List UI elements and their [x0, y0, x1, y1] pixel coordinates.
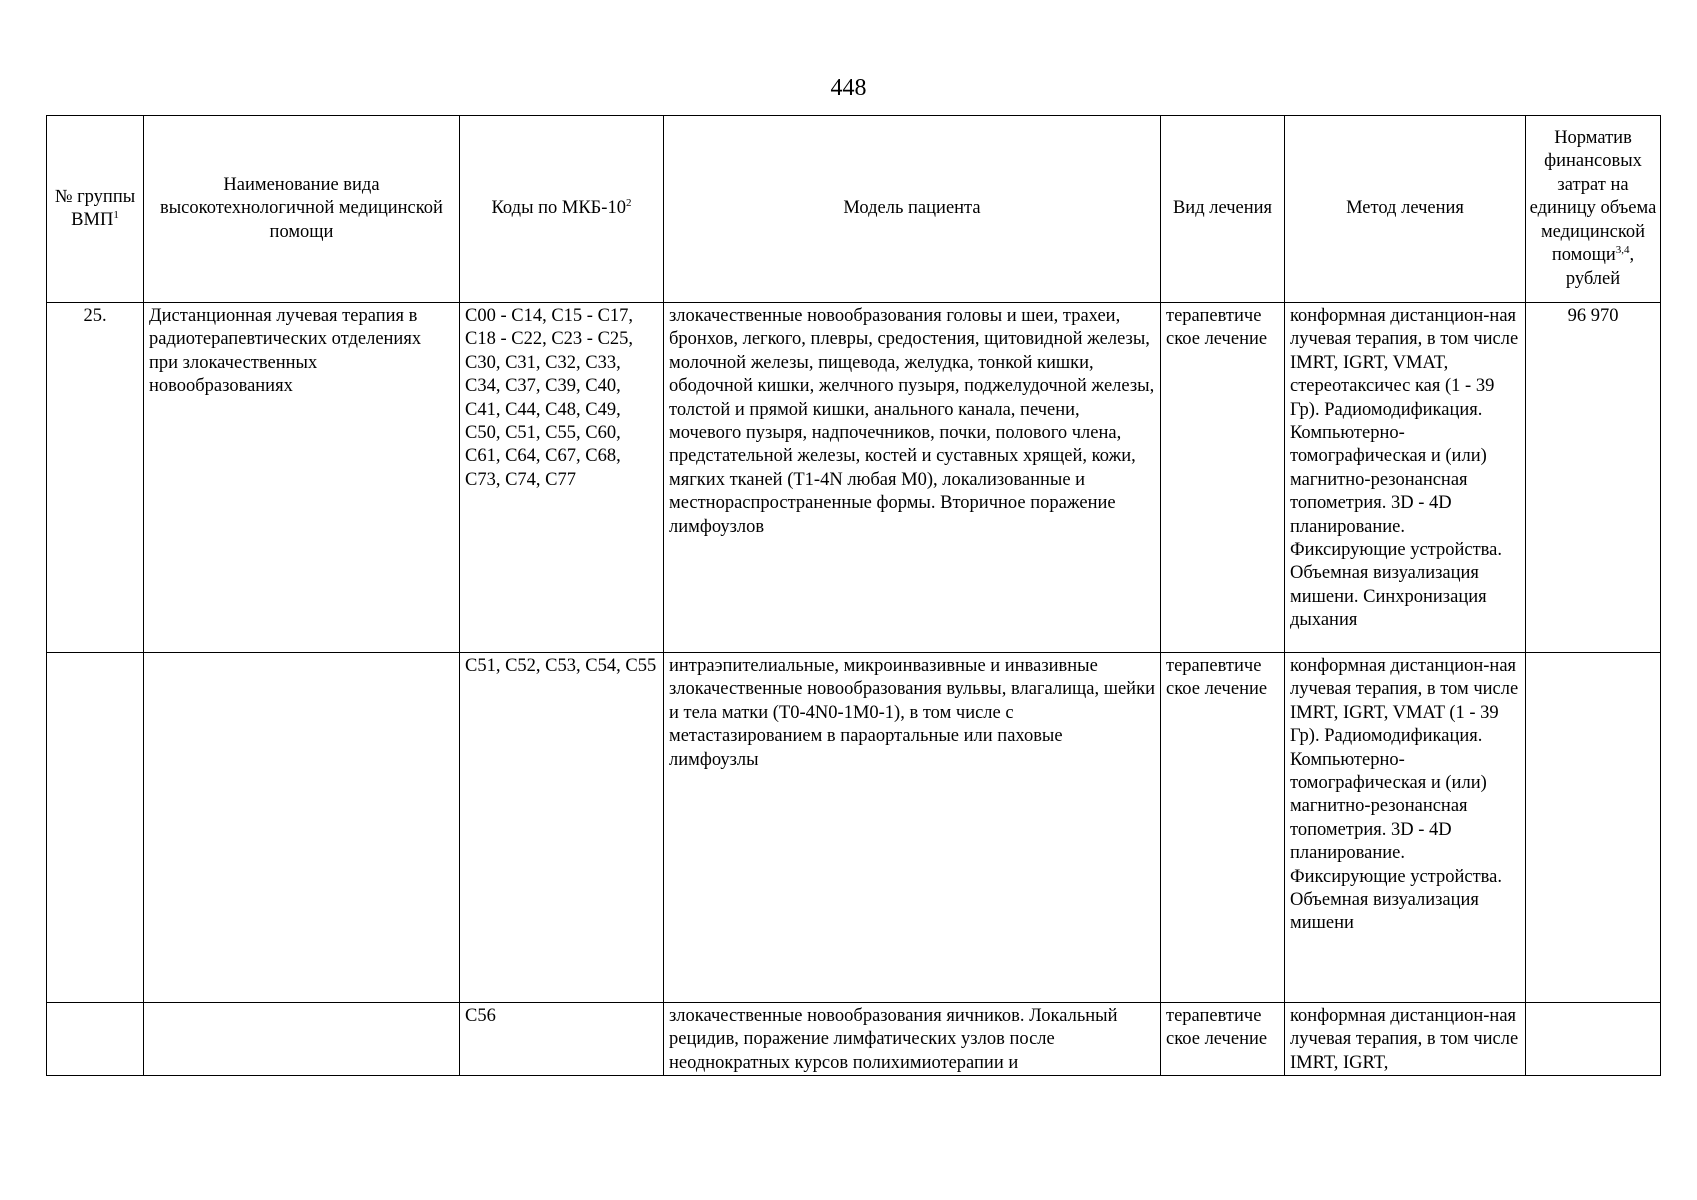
page-number: 448 [830, 75, 867, 101]
cell-name [144, 1003, 460, 1076]
header-cost: Норматив финансовых затрат на единицу объема медицинской помощи$^{3,4}$, рублей [1526, 116, 1661, 303]
cell-cost: 96 970 [1526, 303, 1661, 653]
cell-group: 25. [47, 303, 144, 653]
cell-model: злокачественные новообразования яичников. Локальный рецидив, поражение лимфатических узлов после неоднократных курсов полихимиотерапии и [664, 1003, 1161, 1076]
table-row [47, 1003, 1661, 1076]
cell-cost [1526, 1003, 1661, 1076]
header-codes: Коды по МКБ-$10^2$ [460, 116, 664, 303]
cell-method: конформная дистанцион-ная лучевая терапия, в том числе IMRT, IGRT, [1285, 1003, 1526, 1076]
header-treatment-type: Вид лечения [1161, 116, 1285, 303]
cell-treatment-type: терапевтиче ское лечение [1161, 303, 1285, 653]
table-row [47, 653, 1661, 1003]
header-name: Наименование вида высокотехнологичной медицинской помощи [144, 116, 460, 303]
cell-method: конформная дистанцион-ная лучевая терапия, в том числе IMRT, IGRT, VMAT, стереотаксичес кая (1 - 39 Гр). Радиомодификация. Компьютерно-томографическая и (или) магнитно-резонансная топометрия. 3D - 4D планирование. Фиксирующие устройства. Объемная визуализация мишени. Синхронизация дыхания [1285, 303, 1526, 653]
cell-name: Дистанционная лучевая терапия в радиотерапевтических отделениях при злокачественных новообразованиях [144, 303, 460, 653]
cell-cost [1526, 653, 1661, 1003]
header-model: Модель пациента [664, 116, 1161, 303]
cell-treatment-type: терапевтиче ское лечение [1161, 653, 1285, 1003]
header-group: № группы ВМП$^1$ [47, 116, 144, 303]
cell-model: интраэпителиальные, микроинвазивные и инвазивные злокачественные новообразования вульвы, влагалища, шейки и тела матки (T0-4N0-1M0-1), в том числе с метастазированием в параортальные или паховые лимфоузлы [664, 653, 1161, 1003]
cell-codes: C56 [460, 1003, 664, 1076]
cell-treatment-type: терапевтиче ское лечение [1161, 1003, 1285, 1076]
cell-name [144, 653, 460, 1003]
cell-method: конформная дистанцион-ная лучевая терапия, в том числе IMRT, IGRT, VMAT (1 - 39 Гр). Радиомодификация. Компьютерно-томографическая и (или) магнитно-резонансная топометрия. 3D - 4D планирование. Фиксирующие устройства. Объемная визуализация мишени [1285, 653, 1526, 1003]
cell-codes: C51, C52, C53, C54, C55 [460, 653, 664, 1003]
header-method: Метод лечения [1285, 116, 1526, 303]
table-header-row [47, 116, 1661, 303]
cell-codes: C00 - C14, C15 - C17, C18 - C22, C23 - C25, C30, C31, C32, C33, C34, C37, C39, C40, C41, C44, C48, C49, C50, C51, C55, C60, C61, C64, C67, C68, C73, C74, C77 [460, 303, 664, 653]
cell-group [47, 1003, 144, 1076]
cell-model: злокачественные новообразования головы и шеи, трахеи, бронхов, легкого, плевры, средостения, щитовидной железы, молочной железы, пищевода, желудка, тонкой кишки, ободочной кишки, желчного пузыря, поджелудочной железы, толстой и прямой кишки, анального канала, печени, мочевого пузыря, надпочечников, почки, полового члена, предстательной железы, костей и суставных хрящей, кожи, мягких тканей (T1-4N любая M0), локализованные и местнораспространенные формы. Вторичное поражение лимфоузлов [664, 303, 1161, 653]
table-row [47, 303, 1661, 653]
cell-group [47, 653, 144, 1003]
vmp-table [46, 115, 1661, 1076]
